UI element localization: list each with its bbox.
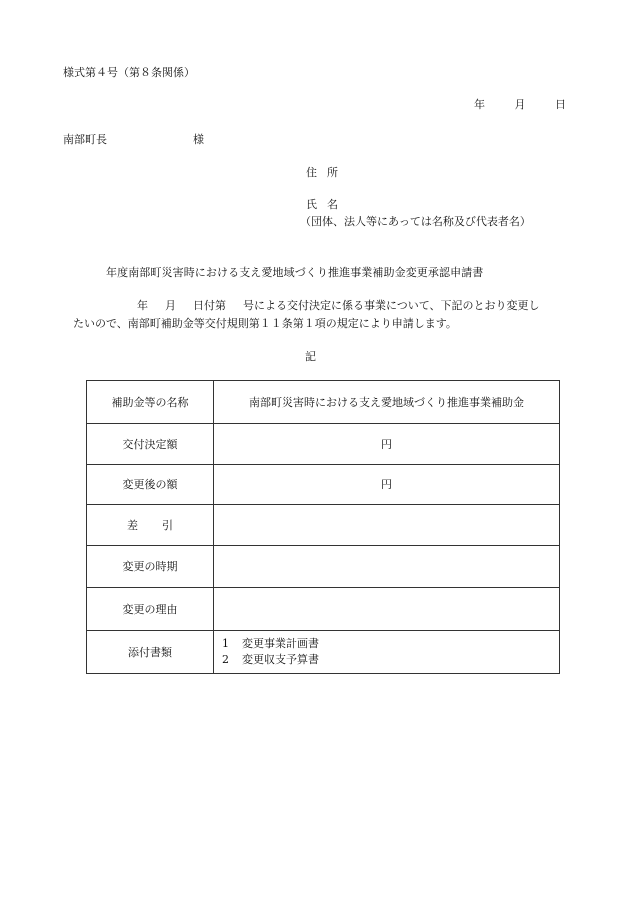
row-value-change-timing (214, 546, 560, 588)
detail-table (86, 380, 560, 674)
table-row (87, 631, 560, 674)
date-line (474, 99, 566, 110)
body-line-2: たいので、南部町補助金等交付規則第１１条第１項の規定により申請します。 (73, 317, 457, 330)
difference-label-text: 差引 (127, 518, 197, 532)
row-value-change-reason (214, 588, 560, 631)
attachment-item: 1 変更事業計画書 (222, 637, 319, 650)
date-month-label: 月 (514, 98, 526, 111)
addressee-title: 様 (193, 133, 204, 146)
body-year: 年 (137, 299, 148, 312)
row-label-attachments: 添付書類 (87, 631, 214, 674)
row-value-attachments (214, 631, 560, 674)
addressee-name: 南部町長 (63, 133, 107, 146)
table-row (87, 424, 560, 465)
document-title: 年度南部町災害時における支え愛地域づくり推進事業補助金変更承認申請書 (106, 266, 484, 279)
table-row (87, 505, 560, 546)
body-day: 日付第 (193, 299, 226, 312)
row-value-subsidy-name: 南部町災害時における支え愛地域づくり推進事業補助金 (214, 381, 560, 424)
row-value-changed-amount: 円 (214, 465, 560, 505)
row-label-change-reason: 変更の理由 (87, 588, 214, 631)
row-label-subsidy-name: 補助金等の名称 (87, 381, 214, 424)
table-row (87, 381, 560, 424)
address-label: 住所 (306, 166, 348, 179)
row-label-changed-amount: 変更後の額 (87, 465, 214, 505)
name-label: 氏名 (306, 198, 348, 211)
row-value-grant-amount: 円 (214, 424, 560, 465)
row-value-difference (214, 505, 560, 546)
row-label-grant-amount: 交付決定額 (87, 424, 214, 465)
row-label-difference (87, 505, 214, 546)
form-number: 様式第４号（第８条関係） (63, 66, 195, 79)
attachment-item: 2 変更収支予算書 (222, 653, 319, 666)
row-label-change-timing: 変更の時期 (87, 546, 214, 588)
table-row (87, 588, 560, 631)
ki-heading: 記 (305, 350, 316, 363)
date-year-label: 年 (474, 98, 485, 111)
date-day-label: 日 (555, 98, 566, 111)
body-line-1 (137, 300, 540, 311)
table-row (87, 546, 560, 588)
addressee (63, 134, 204, 145)
name-note: （団体、法人等にあっては名称及び代表者名） (300, 215, 531, 228)
body-month: 月 (165, 299, 176, 312)
body-rest: 号による交付決定に係る事業について、下記のとおり変更し (243, 299, 540, 312)
table-row (87, 465, 560, 505)
